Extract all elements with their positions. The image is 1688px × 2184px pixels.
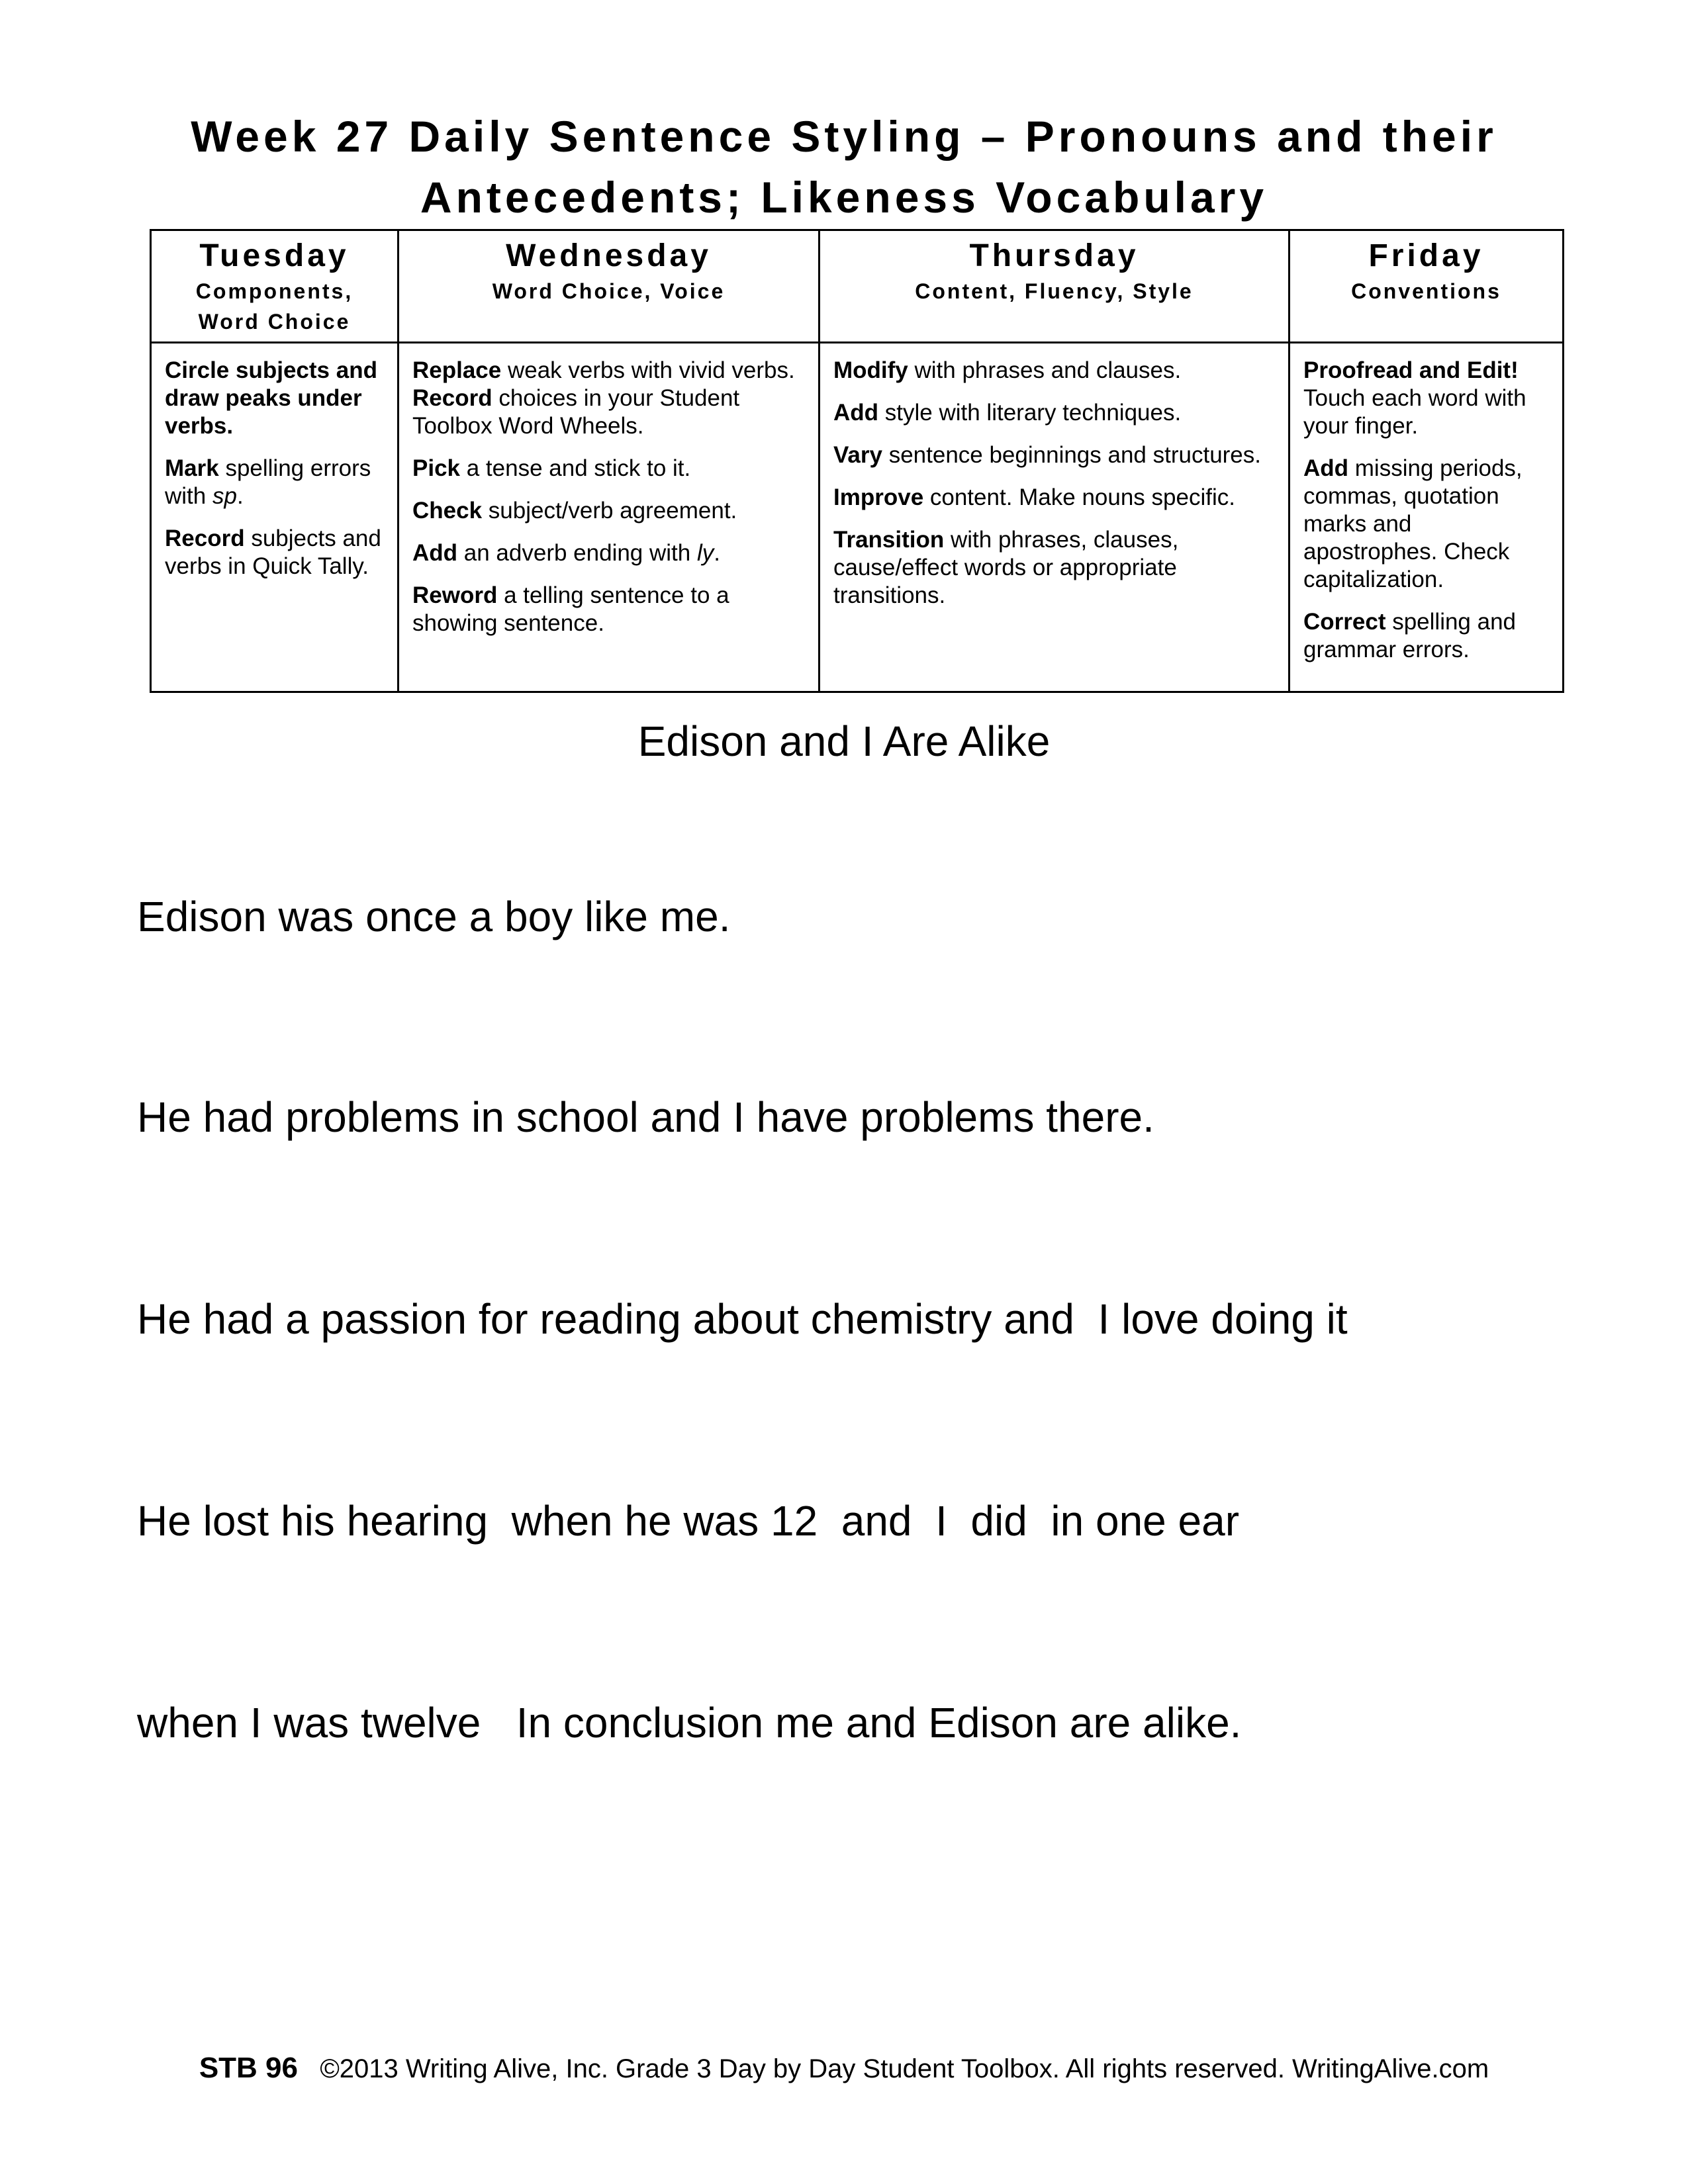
instruction-text: an adverb ending with — [457, 540, 697, 566]
friday-instructions — [1289, 343, 1564, 692]
instruction-text: a tense and stick to it. — [460, 455, 691, 481]
instruction-text: Touch each word with your finger. — [1303, 385, 1526, 439]
instruction-item — [833, 399, 1275, 427]
day-label: Tuesday — [199, 238, 350, 273]
copyright-text: ©2013 Writing Alive, Inc. Grade 3 Day by Day Student Toolbox. All rights reserved. WritingAlive.com — [297, 2054, 1489, 2083]
instruction-text: choices in your Student Toolbox Word Wheels. — [412, 385, 740, 439]
instruction-item — [412, 539, 805, 567]
day-label: Wednesday — [506, 238, 712, 273]
table-body-row — [151, 343, 1564, 692]
instruction-keyword: Improve — [833, 484, 924, 510]
story-line: He had a passion for reading about chemistry and I love doing it — [137, 1295, 1348, 1343]
instruction-text: a telling sentence to a showing sentence. — [412, 582, 729, 636]
instruction-keyword: Reword — [412, 582, 498, 608]
instruction-item — [412, 455, 805, 482]
instruction-keyword: Circle subjects and draw peaks under verbs. — [165, 357, 377, 439]
instruction-keyword: Mark — [165, 455, 219, 481]
page-title-line-2: Antecedents; Likeness Vocabulary — [420, 173, 1268, 222]
day-label: Friday — [1368, 238, 1484, 273]
instruction-keyword: Transition — [833, 527, 945, 553]
table-header-row — [151, 230, 1564, 343]
instruction-tail: . — [236, 483, 244, 509]
instruction-italic: ly — [696, 540, 714, 566]
instruction-keyword: Correct — [1303, 609, 1386, 635]
instruction-item — [412, 582, 805, 637]
instruction-item — [165, 357, 384, 440]
instruction-item — [412, 357, 805, 440]
daily-styling-table — [150, 229, 1564, 693]
focus-label: Components, — [195, 279, 353, 303]
instruction-text: subject/verb agreement. — [482, 498, 737, 523]
tuesday-instructions — [151, 343, 399, 692]
focus-label: Conventions — [1351, 279, 1501, 303]
instruction-keyword: Vary — [833, 442, 882, 468]
instruction-text: content. Make nouns specific. — [923, 484, 1235, 510]
column-header-tuesday — [151, 230, 399, 343]
instruction-item — [833, 441, 1275, 469]
column-header-friday — [1289, 230, 1564, 343]
instruction-item — [833, 357, 1275, 385]
instruction-italic: sp — [212, 483, 237, 509]
instruction-text: style with literary techniques. — [878, 400, 1182, 426]
story-line: Edison was once a boy like me. — [137, 893, 731, 940]
instruction-keyword: Add — [1303, 455, 1349, 481]
instruction-keyword: Proofread and Edit! — [1303, 357, 1519, 383]
instruction-keyword: Pick — [412, 455, 460, 481]
instruction-keyword: Modify — [833, 357, 908, 383]
focus-label: Word Choice — [198, 310, 351, 334]
page-code: STB 96 — [199, 2052, 298, 2084]
instruction-item — [833, 526, 1275, 610]
instruction-text: sentence beginnings and structures. — [882, 442, 1261, 468]
instruction-text: spelling and grammar errors. — [1303, 609, 1517, 662]
page-footer — [0, 2052, 1688, 2085]
thursday-instructions — [820, 343, 1289, 692]
instruction-tail: . — [714, 540, 720, 566]
story-line: when I was twelve In conclusion me and Edison are alike. — [137, 1699, 1242, 1747]
focus-label: Content, Fluency, Style — [915, 279, 1194, 303]
story-title: Edison and I Are Alike — [637, 717, 1051, 765]
wednesday-instructions — [399, 343, 820, 692]
instruction-item — [165, 455, 384, 510]
instruction-item — [1303, 357, 1549, 440]
instruction-text: missing periods, commas, quotation marks and apostrophes. Check capitalization. — [1303, 455, 1523, 592]
focus-label: Word Choice, Voice — [492, 279, 726, 303]
instruction-text: spelling errors with — [165, 455, 371, 509]
day-label: Thursday — [969, 238, 1139, 273]
instruction-item — [165, 525, 384, 580]
story-line: He lost his hearing when he was 12 and I did in one ear — [137, 1497, 1240, 1545]
instruction-keyword: Add — [833, 400, 879, 426]
column-header-thursday — [820, 230, 1289, 343]
instruction-keyword: Record — [165, 525, 245, 551]
instruction-text: with phrases and clauses. — [908, 357, 1182, 383]
instruction-text: subjects and verbs in Quick Tally. — [165, 525, 381, 579]
column-header-wednesday — [399, 230, 820, 343]
instruction-item — [833, 484, 1275, 512]
instruction-keyword: Record — [412, 385, 492, 411]
instruction-text: with phrases, clauses, cause/effect words or appropriate transitions. — [833, 527, 1179, 608]
instruction-item — [1303, 455, 1549, 594]
page-title-line-1: Week 27 Daily Sentence Styling – Pronouns and their — [191, 112, 1497, 161]
instruction-text: weak verbs with vivid verbs. — [501, 357, 795, 383]
instruction-keyword: Add — [412, 540, 458, 566]
instruction-keyword: Replace — [412, 357, 502, 383]
story-line: He had problems in school and I have problems there. — [137, 1093, 1154, 1141]
instruction-keyword: Check — [412, 498, 483, 523]
instruction-item — [412, 497, 805, 525]
instruction-item — [1303, 608, 1549, 664]
